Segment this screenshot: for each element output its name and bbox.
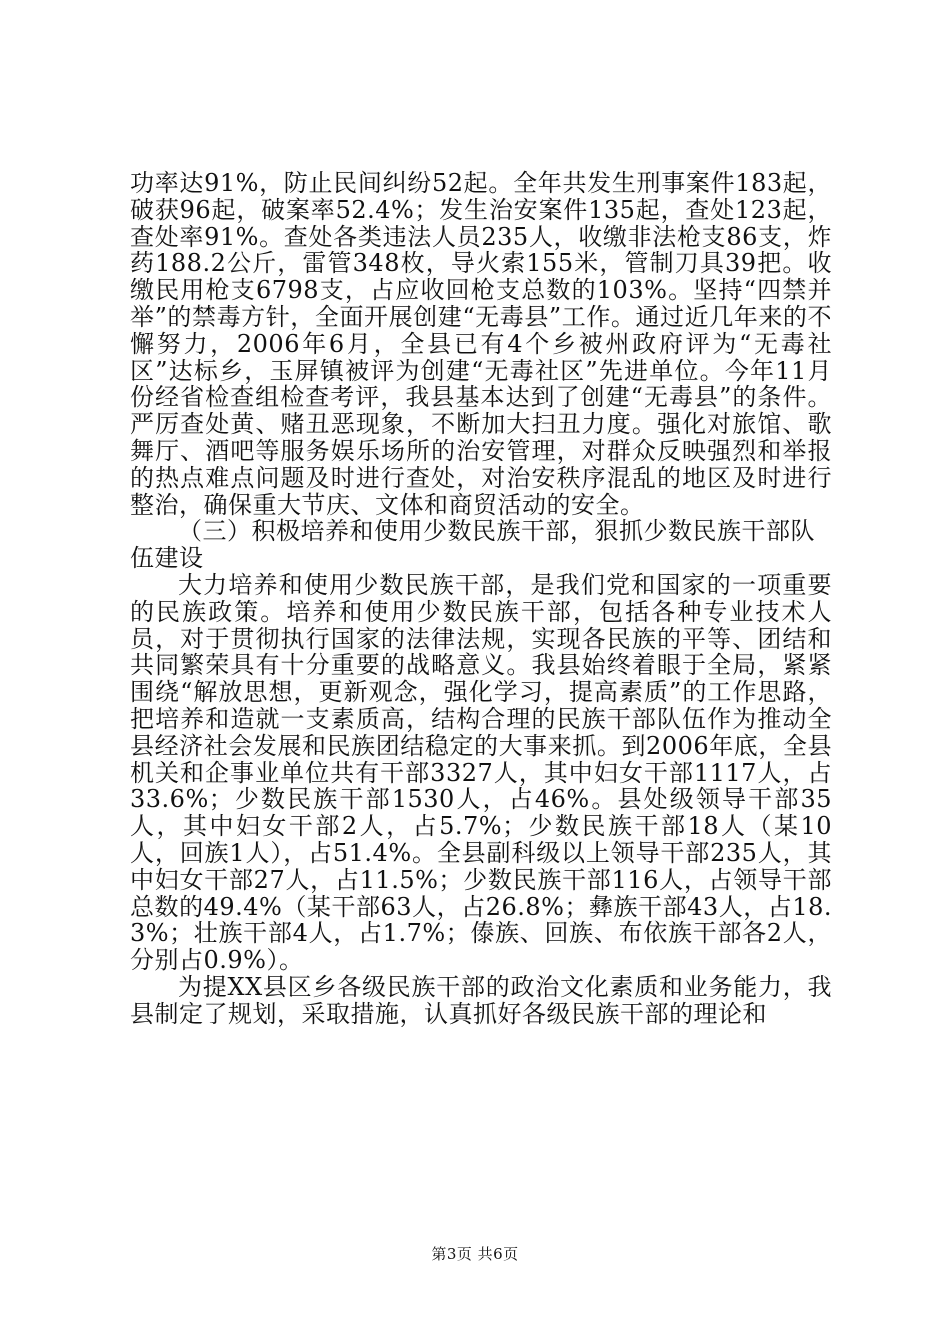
paragraph-cadre-training: 为提XX县区乡各级民族干部的政治文化素质和业务能力，我县制定了规划，采取措施，认真抓好各级民族干部的理论和	[130, 972, 832, 1028]
document-body	[130, 170, 832, 1028]
section-heading-ethnic-cadres: （三）积极培养和使用少数民族干部，狠抓少数民族干部队伍建设	[130, 517, 815, 573]
paragraph-public-security-stats: 功率达91%，防止民间纠纷52起。全年共发生刑事案件183起，破获96起，破案率52.4%；发生治安案件135起，查处123起，查处率91%。查处各类违法人员235人，收缴非法枪支86支，炸药188.2公斤，雷管348枚，导火索155米，管制刀具39把。收缴民用枪支6798支，占应收回枪支总数的103%。坚持“四禁并举”的禁毒方针，全面开展创建“无毒县”工作。通过近几年来的不懈努力，2006年6月，全县已有4个乡被州政府评为“无毒社区”达标乡，玉屏镇被评为创建“无毒社区”先进单位。今年11月份经省检查组检查考评，我县基本达到了创建“无毒县”的条件。严厉查处黄、赌丑恶现象，不断加大扫丑力度。强化对旅馆、歌舞厅、酒吧等服务娱乐场所的治安管理，对群众反映强烈和举报的热点难点问题及时进行查处，对治安秩序混乱的地区及时进行整治，确保重大节庆、文体和商贸活动的安全。	[130, 169, 832, 519]
paragraph-ethnic-cadre-policy: 大力培养和使用少数民族干部，是我们党和国家的一项重要的民族政策。培养和使用少数民族干部，包括各种专业技术人员，对于贯彻执行国家的法律法规，实现各民族的平等、团结和共同繁荣具有十分重要的战略意义。我县始终着眼于全局，紧紧围绕“解放思想，更新观念，强化学习，提高素质”的工作思路，把培养和造就一支素质高，结构合理的民族干部队伍作为推动全县经济社会发展和民族团结稳定的大事来抓。到2006年底，全县机关和企事业单位共有干部3327人，其中妇女干部1117人，占33.6%；少数民族干部1530人，占46%。县处级领导干部35人，其中妇女干部2人，占5.7%；少数民族干部18人（某10人，回族1人），占51.4%。全县副科级以上领导干部235人，其中妇女干部27人，占11.5%；少数民族干部116人，占领导干部总数的49.4%（某干部63人，占26.8%；彝族干部43人，占18.3%；壮族干部4人，占1.7%；傣族、回族、布依族干部各2人，分别占0.9%）。	[130, 570, 832, 975]
page-number-footer: 第3页 共6页	[431, 1245, 519, 1263]
